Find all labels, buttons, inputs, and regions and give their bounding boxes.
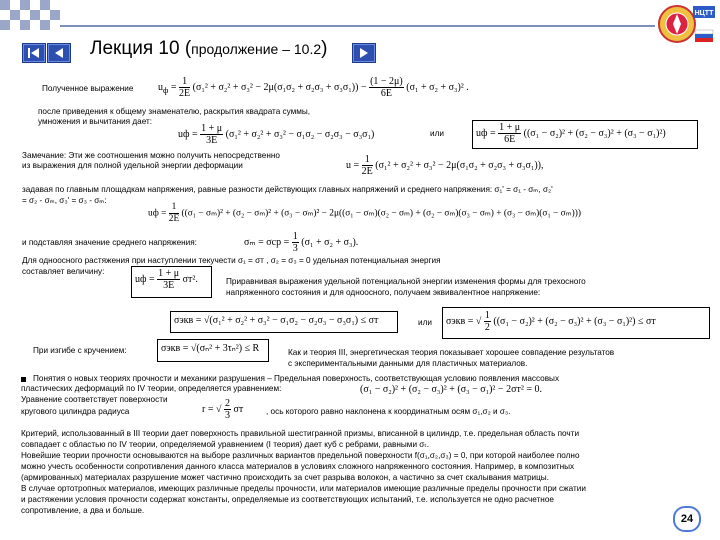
formula-10: σэкв = √(σₙ² + 3τₙ²) ≤ R	[161, 343, 260, 354]
text-p13: с экспериментальными данными для пластичных материалов.	[288, 359, 528, 368]
bullet-square	[21, 377, 26, 382]
formula-2: uф = $\frac{1 + \mu}{3E}$ (σ₁² + σ₂² + σ₃² − σ₁σ₂ − σ₂σ₃ − σ₃σ₁)	[178, 123, 375, 146]
next-slide-button[interactable]	[352, 43, 376, 63]
text-p16: Уравнение соответствует поверхности	[21, 395, 168, 404]
text-p14: Понятия о новых теориях прочности и механики разрушения – Предельная поверхность, соответствующая условию появления массовых	[33, 374, 560, 383]
text-p21: Новейшие теории прочности основываются на выборе различных вариантов предельной поверхности f(σ₁,σ₂,σ₃) = 0, при которой наиболее полно	[21, 451, 580, 460]
formula-9: σэкв = √ $\frac{1}{2}$ ((σ₁ − σ₂)² + (σ₂ − σ₃)² + (σ₃ − σ₁)²) ≤ σт	[446, 310, 656, 333]
text-p4: задавая по главным площадкам напряжения, равные разности действующих главных напряжений и среднего напряжения: σ₁' = σ₁ - σₘ, σ₂'	[22, 185, 553, 194]
formula-5: uф = $\frac{1}{2E}$ ((σ₁ − σₘ)² + (σ₂ − σₘ)² + (σ₃ − σₘ)² − 2μ((σ₁ − σₘ)(σ₂ − σₘ) + (σ₂ − σₘ)(σ₃ − σₘ) + (σ₃ − σₘ)(σ₁ − σₘ)))	[148, 202, 581, 224]
text-p25: и растяжении условия прочности содержат константы, определяемые из соответствующих испытаний, т.е. используется не одно расчетное	[21, 495, 554, 504]
text-note1: Замечание: Эти же соотношения можно получить непосредственно	[22, 151, 280, 160]
text-p9: Приравнивая выражения удельной потенциальной энергии изменения формы для трехосного	[226, 277, 586, 286]
text-p5: = σ₂ - σₘ, σ₃' = σ₃ - σₘ:	[22, 196, 107, 205]
text-p12: Как и теория III, энергетическая теория показывает хорошее совпадение результатов	[288, 348, 615, 357]
prev-slide-icon	[23, 44, 45, 62]
text-p7: Для одноосного растяжения при наступлении текучести σ₁ = σт , σ₂ = σ₃ = 0 удельная потенциальная энергия	[22, 256, 441, 265]
back-arrow-icon	[48, 44, 70, 62]
text-p26: сопротивление, а два и больше.	[21, 506, 145, 515]
text-p24: В случае ортотропных материалов, имеющих различные пределы прочности, или материалов имеющие различные пределы прочности при сжатии	[21, 484, 586, 493]
institution-logo	[655, 2, 717, 46]
text-p15: пластических деформаций по IV теории, определяется уравнением:	[21, 384, 282, 393]
text-p19: Критерий, использованный в III теории дает поверхность правильной шестигранной призмы, вписанной в цилиндр, т.е. предельная область почти	[21, 429, 580, 438]
corner-checker-decoration	[0, 0, 60, 40]
text-p3: умножения и вычитания дает:	[38, 117, 153, 126]
formula-3: uф = $\frac{1 + \mu}{6E}$ ((σ₁ − σ₂)² + (σ₂ − σ₃)² + (σ₃ − σ₁)²)	[476, 122, 666, 145]
formula-1: $u_ф$ = $\frac{1}{2E}$ (σ₁² + σ₂² + σ₃² − 2μ(σ₁σ₂ + σ₂σ₃ + σ₃σ₁)) − $\frac{(1 - 2\mu)}{6E}$ (σ₁ + σ₂ + σ₃)² .	[158, 76, 469, 99]
text-note2: из выражения для полной удельной энергии деформации	[22, 161, 243, 170]
text-or-1: или	[430, 129, 444, 138]
formula-6: σₘ = σср = $\frac{1}{3}$ (σ₁ + σ₂ + σ₃).	[244, 231, 359, 254]
text-p17: кругового цилиндра радиуса	[21, 407, 130, 416]
text-p23: (армированных) материалах разрушение может частично происходить за счет разрыва волокон, а частично за счет скалывания матрицы.	[21, 473, 549, 482]
formula-12: r = √ $\frac{2}{3}$ σт	[202, 398, 244, 421]
text-p6: и подставляя значение среднего напряжения:	[22, 238, 197, 247]
text-p20: совпадает с областью по IV теории, определяемой уравнением (I теория) дает куб с ребрами, равными σₜ.	[21, 440, 430, 449]
text-p22: можно учесть особенности сопротивления данного класса материалов в условиях сложного напряженного состояния. Например, в композитных	[21, 462, 575, 471]
page-title: Лекция 10 (продолжение – 10.2)	[90, 38, 328, 59]
svg-text:НЦТТ: НЦТТ	[694, 10, 714, 17]
back-button[interactable]	[47, 43, 71, 63]
text-p2: после приведения к общему знаменателю, раскрытия квадрата суммы,	[38, 107, 311, 116]
header-rule	[60, 25, 655, 27]
text-p1: Полученное выражение	[42, 84, 134, 93]
text-p10: напряженного состояния и для одноосного, получаем эквивалентное напряжение:	[226, 288, 541, 297]
text-p8: составляет величину:	[22, 267, 105, 276]
formula-8: σэкв = √(σ₁² + σ₂² + σ₃² − σ₁σ₂ − σ₂σ₃ − σ₃σ₁) ≤ σт	[174, 315, 379, 326]
formula-4: u = $\frac{1}{2E}$ (σ₁² + σ₂² + σ₃² − 2μ(σ₁σ₂ + σ₂σ₃ + σ₃σ₁)),	[346, 154, 544, 177]
page-number-badge: 24	[673, 506, 701, 532]
formula-11: (σ₁ − σ₂)² + (σ₂ − σ₃)² + (σ₃ − σ₁)² − 2σт² = 0.	[360, 384, 542, 395]
text-p18: , ось которого равно наклонена к координатным осям σ₁,σ₂ и σ₃.	[266, 407, 511, 416]
text-or-2: или	[418, 318, 432, 327]
next-slide-icon	[353, 44, 375, 62]
formula-7: uф = $\frac{1 + \mu}{3E}$ σт².	[135, 268, 198, 291]
text-p11: При изгибе с кручением:	[33, 346, 127, 355]
prev-slide-button[interactable]	[22, 43, 46, 63]
